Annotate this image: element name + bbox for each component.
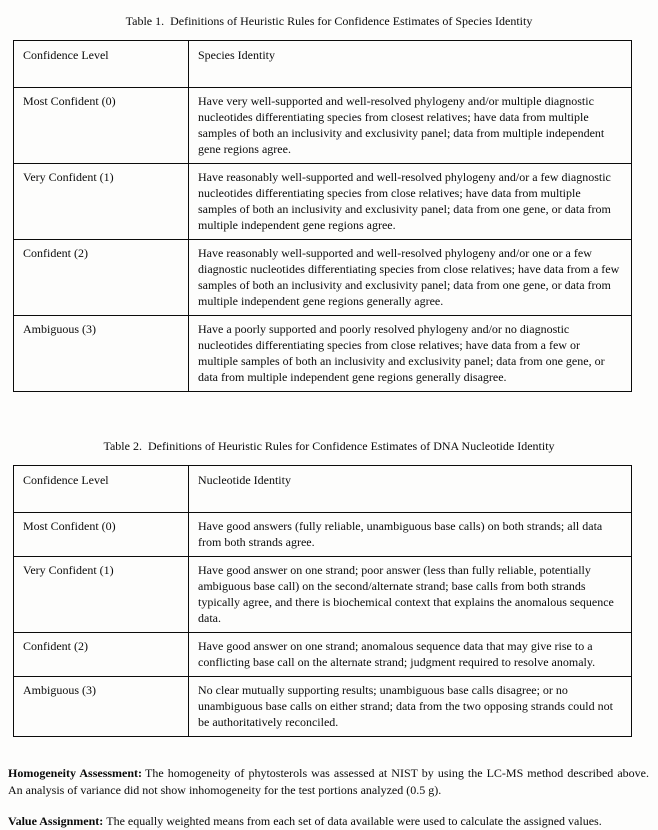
table-row [14,88,632,164]
definition-cell: Have good answers (fully reliable, unambiguous base calls) on both strands; all data from both strands agree. [189,513,632,557]
table2-header-confidence-level: Confidence Level [14,466,189,513]
paragraph-label: Value Assignment: [8,814,104,828]
table1-header-row [14,41,632,88]
confidence-level-cell: Ambiguous (3) [14,677,189,737]
table-row [14,557,632,633]
paragraph-text: The homogeneity of phytosterols was assessed at NIST by using the LC-MS method described above. An analysis of variance did not show inhomogeneity for the test portions analyzed (0.5 g). [8,766,655,797]
definition-cell: Have good answer on one strand; anomalous sequence data that may give rise to a conflicting base call on the alternate strand; judgment required to resolve anomaly. [189,633,632,677]
table2-nucleotide-identity [13,465,632,737]
confidence-level-cell: Most Confident (0) [14,88,189,164]
table1-header-confidence-level: Confidence Level [14,41,189,88]
confidence-level-cell: Confident (2) [14,633,189,677]
paragraph-text: The equally weighted means from each set of data available were used to calculate the assigned values. [106,814,602,828]
table-row [14,513,632,557]
definition-cell: Have reasonably well-supported and well-resolved phylogeny and/or a few diagnostic nucleotides differentiating species from close relatives; have data from multiple samples of both an inclusivity and exclusivity panel; data from one gene, or data from multiple independent gene regions agree. [189,164,632,240]
table-row [14,164,632,240]
paragraph-label: Homogeneity Assessment: [8,766,143,780]
definition-cell: Have good answer on one strand; poor answer (less than fully reliable, potentially ambiguous base call) on the second/alternate strand; base calls from both strands typically agree, and there is biochemical context that explains the anomalous sequence data. [189,557,632,633]
table2-header-nucleotide-identity: Nucleotide Identity [189,466,632,513]
table1-species-identity [13,40,632,392]
table2-header-row [14,466,632,513]
table2-title: Table 2. Definitions of Heuristic Rules for Confidence Estimates of DNA Nucleotide Identity [103,439,555,453]
confidence-level-cell: Confident (2) [14,240,189,316]
table1-header-species-identity: Species Identity [189,41,632,88]
paragraph [8,765,655,799]
definition-cell: Have a poorly supported and poorly resolved phylogeny and/or no diagnostic nucleotides differentiating species from close relatives; have data from a few or multiple samples of both an inclusivity and exclusivity panel; data from one gene, or data from multiple independent gene regions generally disagree. [189,316,632,392]
table-row [14,316,632,392]
definition-cell: Have reasonably well-supported and well-resolved phylogeny and/or one or a few diagnostic nucleotides differentiating species from close relatives; have data from a few samples of both an inclusivity and exclusivity panel; data from one gene, or data from multiple independent gene regions generally agree. [189,240,632,316]
confidence-level-cell: Ambiguous (3) [14,316,189,392]
paragraph [8,813,649,830]
table1-title: Table 1. Definitions of Heuristic Rules for Confidence Estimates of Species Identity [125,14,533,28]
confidence-level-cell: Very Confident (1) [14,557,189,633]
confidence-level-cell: Very Confident (1) [14,164,189,240]
table-row [14,633,632,677]
definition-cell: Have very well-supported and well-resolved phylogeny and/or multiple diagnostic nucleotides differentiating species from closest relatives; have data from multiple samples of both an inclusivity and exclusivity panel; data from multiple independent gene regions agree. [189,88,632,164]
confidence-level-cell: Most Confident (0) [14,513,189,557]
table-row [14,677,632,737]
table-row [14,240,632,316]
definition-cell: No clear mutually supporting results; unambiguous base calls disagree; or no unambiguous base calls on either strand; data from the two opposing strands could not be authoritatively reconciled. [189,677,632,737]
body-paragraphs [8,765,655,830]
